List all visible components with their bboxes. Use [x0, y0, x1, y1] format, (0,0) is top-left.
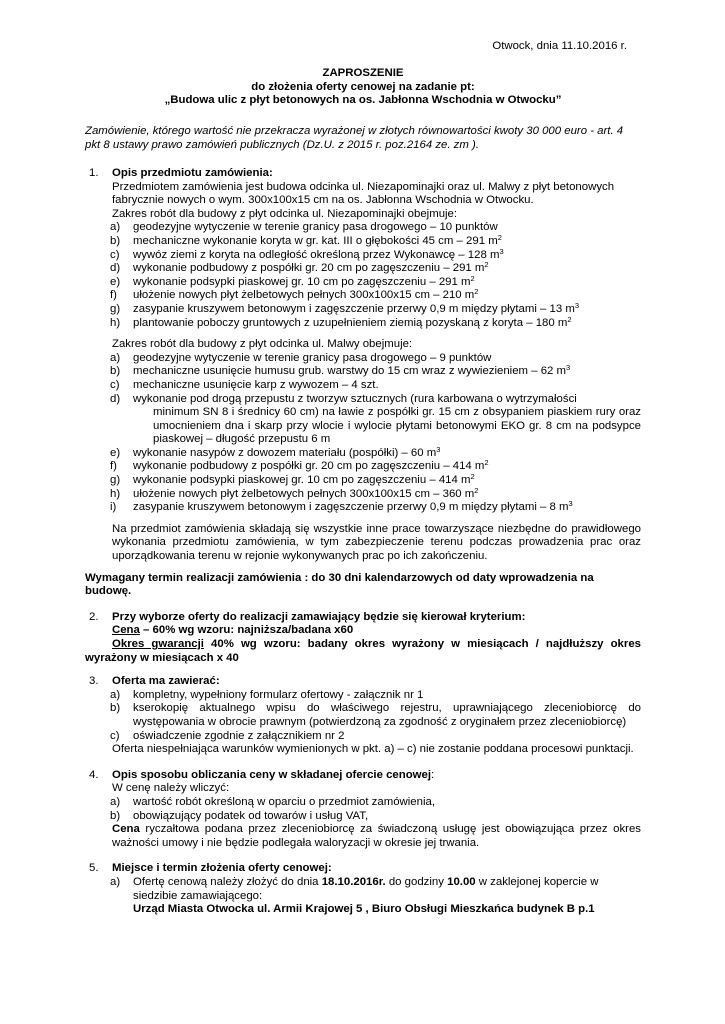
list-text: wykonanie nasypów z dowozem materiału (pospółki) – 60 m [133, 446, 437, 459]
section-heading: Przy wyborze oferty do realizacji zamawiający będzie się kierował kryterium: [112, 610, 526, 623]
offer-requirement-note: Oferta niespełniająca warunków wymienionych w pkt. a) – c) nie zostanie poddana procesowi punktacji. [112, 743, 634, 756]
list-text: wywóz ziemi z koryta na odległość określoną przez Wykonawcę – 128 m [133, 248, 500, 261]
list-letter: h) [110, 487, 121, 500]
list-letter: c) [110, 248, 120, 261]
list-item [85, 365, 641, 379]
list-letter: e) [110, 446, 121, 459]
list-letter: b) [110, 809, 121, 822]
scope-1-list [85, 221, 641, 330]
scope-2-list [85, 352, 641, 515]
list-text: zasypanie kruszywem betonowym i zagęszczenie przerwy 0,9 m między płytami – 13 m [133, 302, 575, 315]
list-letter: d) [110, 392, 121, 405]
section-number: 4. [89, 768, 99, 781]
list-letter: b) [110, 365, 121, 378]
list-item [85, 289, 641, 303]
list-item [85, 876, 641, 903]
list-item [85, 300, 641, 317]
list-text: wykonanie podbudowy z pospółki gr. 20 cm po zagęszczeniu – 414 m [133, 460, 485, 473]
list-letter: c) [110, 378, 120, 391]
submission-address: Urząd Miasta Otwocka ul. Armii Krajowej 5 , Biuro Obsługi Mieszkańca budynek B p.1 [133, 903, 595, 916]
list-letter: a) [110, 688, 121, 701]
criterion-label: Cena [112, 624, 140, 637]
unit-exponent: 2 [567, 314, 572, 324]
unit-exponent: 2 [470, 472, 475, 482]
section-5 [85, 862, 641, 876]
submission-hour: 10.00 [447, 875, 476, 888]
list-letter: f) [110, 460, 117, 473]
submission-text: do godziny [385, 875, 448, 888]
list-text: wykonanie pod drogą przepustu z tworzyw sztucznych (rura karbowana o wytrzymałości [133, 392, 577, 405]
submission-text: Ofertę cenową należy złożyć do dnia [133, 875, 322, 888]
list-item [85, 474, 641, 488]
list-item [85, 273, 641, 290]
list-item [85, 262, 641, 276]
list-text: geodezyjne wytyczenie w terenie granicy pasa drogowego – 9 punktów [133, 351, 492, 364]
list-text: wykonanie podsypki piaskowej gr. 10 cm po zagęszczeniu – 291 m [133, 275, 471, 288]
section-2 [85, 611, 641, 625]
list-text: obowiązujący podatek od towarów i usług VAT, [133, 809, 369, 822]
unit-exponent: 2 [484, 260, 489, 270]
list-letter: d) [110, 262, 121, 275]
list-text: geodezyjne wytyczenie w terenie granicy pasa drogowego – 10 punktów [133, 221, 498, 234]
list-text: ułożenie nowych płyt żelbetowych pełnych 300x100x15 cm – 360 m [133, 487, 475, 500]
section-heading [85, 769, 641, 783]
unit-exponent: 3 [566, 363, 571, 373]
list-letter: g) [110, 302, 121, 315]
section-4 [85, 769, 641, 783]
criterion-text: 40% wg wzoru: badany okres wyrażony w miesiącach / najdłuższy okres wyrażony w miesiącach x 40 [85, 638, 641, 664]
list-item-continuation: minimum SN 8 i średnicy 60 cm) na ławie z pospółki gr. 15 cm z obsypaniem piaskiem rury oraz umocnieniem dna i skarp przy wlocie i wylocie płytami betonowymi EKO gr. 8 cm na podsypce piaskowej – długość przepustu 6 m [153, 406, 641, 446]
list-item [85, 460, 641, 474]
list-item [85, 689, 641, 703]
criterion-text: – 60% wg wzoru: najniższa/badana x60 [139, 624, 354, 637]
section-1 [85, 167, 641, 181]
price-note-bold: Cena [112, 823, 140, 836]
list-item [85, 444, 641, 461]
order-description: Przedmiotem zamówienia jest budowa odcinka ul. Niezapominajki oraz ul. Malwy z płyt betonowych fabrycznie nowych o wym. 300x100x15 cm na os. Jabłonna Wschodnia w Otwocku. [112, 180, 615, 207]
unit-exponent: 3 [574, 300, 580, 310]
document-date: Otwock, dnia 11.10.2016 r. [492, 40, 627, 52]
list-item [85, 501, 641, 515]
list-text: ułożenie nowych płyt żelbetowych pełnych 300x100x15 cm – 210 m [133, 289, 475, 302]
criterion-label: Okres gwarancji [112, 638, 204, 650]
list-letter: a) [110, 795, 121, 808]
price-note [85, 823, 641, 850]
list-item [85, 314, 641, 331]
criterion-warranty [85, 638, 641, 665]
list-item [85, 393, 641, 407]
list-item [85, 246, 641, 263]
unit-exponent: 2 [470, 273, 475, 283]
submission-text: w zaklejonej kopercie w siedzibie zamawiającego: [133, 875, 599, 902]
list-item [85, 730, 641, 744]
price-includes-intro: W cenę należy wliczyć: [112, 782, 230, 795]
criterion-price [85, 624, 641, 638]
legal-basis-note: Zamówienie, którego wartość nie przekracza wyrażonej w złotych równowartości kwoty 30 000 euro - art. 4 pkt 8 ustawy prawo zamówień publicznych (Dz.U. z 2015 r. poz.2164 ze. zm ). [85, 125, 624, 151]
document-body [85, 167, 641, 917]
list-letter: a) [110, 221, 121, 234]
document-title [85, 67, 641, 108]
heading-colon: : [431, 768, 435, 781]
price-note-text: ryczałtowa podana przez zleceniobiorcę za świadczoną usługę jest obowiązująca przez okres ważności umowy i nie będzie podlegała waloryzacji w okresie jej trwania. [112, 823, 641, 849]
section-heading: Oferta ma zawierać: [112, 675, 220, 688]
section-3 [85, 675, 641, 689]
title-line-1: ZAPROSZENIE [322, 67, 404, 79]
unit-exponent: 3 [568, 499, 573, 509]
scope-1-title: Zakres robót dla budowy z płyt odcinka ul. Niezapominajki obejmuje: [112, 207, 458, 220]
submission-date: 18.10.2016r. [321, 875, 386, 888]
list-text: wykonanie podsypki piaskowej gr. 10 cm po zagęszczeniu – 414 m [133, 474, 471, 487]
list-item [85, 232, 641, 249]
unit-exponent: 2 [484, 458, 489, 468]
realization-deadline: Wymagany termin realizacji zamówienia : do 30 dni kalendarzowych od daty wprowadzenia na budowę. [85, 571, 594, 598]
title-line-2: do złożenia oferty cenowej na zadanie pt: [251, 80, 475, 93]
list-item [85, 352, 641, 366]
section-heading: Miejsce i termin złożenia oferty cenowej: [112, 862, 332, 875]
unit-exponent: 3 [499, 246, 504, 256]
section-number: 5. [89, 862, 99, 875]
list-letter: i) [110, 501, 117, 514]
list-text: oświadczenie zgodnie z załącznikiem nr 2 [133, 729, 345, 742]
list-letter: f) [110, 289, 117, 302]
list-letter: h) [110, 316, 121, 329]
list-text: wykonanie podbudowy z pospółki gr. 20 cm po zagęszczeniu – 291 m [133, 262, 485, 275]
section-number: 1. [89, 167, 99, 179]
scope-note: Na przedmiot zamówienia składają się wszystkie inne prace towarzyszące niezbędne do prawidłowego wykonania przedmiotu zamówienia, w tym zabezpieczenie terenu podczas prowadzenia prac oraz uporządkowania terenu w rejonie wykonywanych prac po ich zakończeniu. [112, 522, 641, 563]
unit-exponent: 2 [474, 485, 479, 495]
list-text: kserokopię aktualnego wpisu do właściwego rejestru, uprawniającego zleceniobiorcę do występowania w obrocie prawnym (potwierdzoną za zgodność z oryginałem przez zleceniobiorcę) [133, 702, 641, 728]
unit-exponent: 2 [474, 287, 479, 297]
list-item [85, 221, 641, 235]
list-text: plantowanie poboczy gruntowych z uzupełnieniem ziemią pozyskaną z koryta – 180 m [133, 316, 568, 329]
list-letter: a) [110, 875, 121, 888]
list-item [85, 796, 641, 810]
scope-2-title: Zakres robót dla budowy z płyt odcinka ul. Malwy obejmuje: [112, 338, 413, 351]
list-text: zasypanie kruszywem betonowym i zagęszczenie przerwy 0,9 m między płytami – 8 m [133, 501, 569, 514]
list-text: mechaniczne usunięcie humusu grub. warstwy do 15 cm wraz z wywiezieniem – 62 m [133, 365, 567, 378]
unit-exponent: 3 [436, 444, 441, 454]
title-line-3: „Budowa ulic z płyt betonowych na os. Jabłonna Wschodnia w Otwocku” [164, 94, 562, 107]
list-text: mechaniczne wykonanie koryta w gr. kat. III o głębokości 45 cm – 291 m [133, 234, 498, 247]
list-item [85, 379, 641, 393]
section-heading-text: Opis sposobu obliczania ceny w składanej ofercie cenowej [112, 768, 432, 781]
section-heading: Opis przedmiotu zamówienia: [112, 167, 273, 179]
list-text: wartość robót określoną w oparciu o przedmiot zamówienia, [133, 795, 435, 808]
list-letter: a) [110, 351, 121, 364]
list-text: kompletny, wypełniony formularz ofertowy - załącznik nr 1 [133, 688, 424, 701]
list-item [85, 702, 641, 729]
list-letter: e) [110, 275, 121, 288]
list-letter: g) [110, 474, 121, 487]
list-item [85, 485, 641, 502]
list-letter: b) [110, 234, 121, 247]
list-item [85, 810, 641, 824]
list-letter: c) [110, 729, 120, 742]
list-text: mechaniczne usunięcie karp z wywozem – 4 szt. [133, 378, 379, 391]
list-letter: b) [110, 702, 121, 715]
section-number: 2. [89, 610, 99, 623]
section-number: 3. [89, 675, 99, 688]
unit-exponent: 2 [497, 232, 502, 242]
